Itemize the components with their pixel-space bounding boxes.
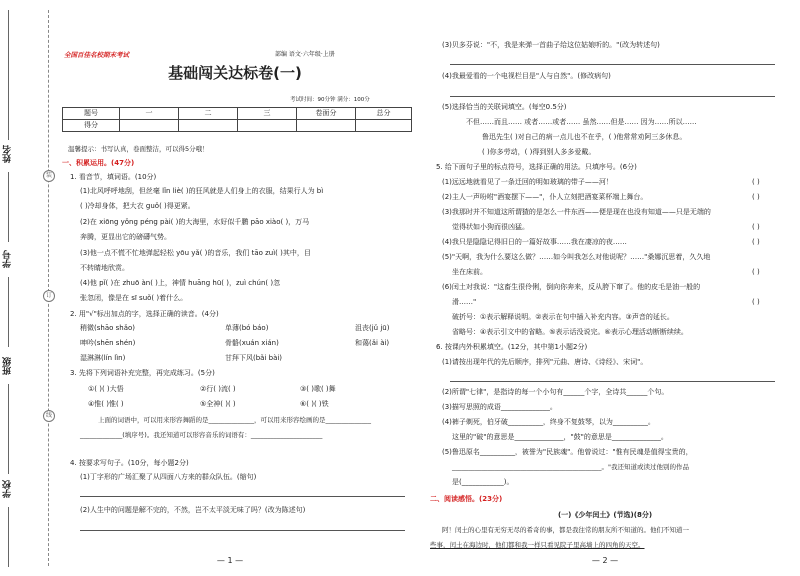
question-text: (2)所谓"七律"，是指诗的每一个小句有______个字，全诗共______个句。 [442,388,669,396]
binding-dashed-line [48,10,49,566]
answer-paren[interactable]: ( ) [752,223,760,231]
question-text: 6. 按课内外积累填空。(12分，其中第1小题2分) [436,343,588,351]
page-title: 基础闯关达标卷(一) [168,64,302,82]
question-text: (5)鲁迅原名__________，被誉为"民族魂"。他曾说过："惟有民魂是值得宝贵的， [442,448,693,456]
score-table [62,107,412,132]
score-header: 一 [120,108,179,120]
fill-blank[interactable]: ⑤全神( )( ) [200,400,236,408]
score-header: 三 [238,108,297,120]
question-text: 3. 先将下列词语补充完整，再完成练习。(5分) [70,369,215,377]
answer-paren[interactable]: ( ) [752,193,760,201]
binding-line [8,384,9,474]
score-cell[interactable] [120,120,179,132]
question-text: 是(____________)。 [452,478,514,486]
ellipsis-usage: 省略号：④表示引文中的省略。⑤表示话没说完。⑥表示心理活动断断续续。 [452,328,688,336]
fill-blank[interactable]: ③( )歌( )舞 [300,385,336,393]
pinyin-option[interactable]: 呻吟(shēn shén) [80,339,136,347]
question-text: (4)他 pǐ( )在 zhuō àn( )上，神情 huāng hū( )，zuì chún( )忽 [80,279,281,287]
school-label: 学校 [3,480,13,498]
pinyin-option[interactable]: 稍微(shāo shǎo) [80,324,135,332]
question-text: (3)描写思照的成语______________。 [442,403,557,411]
question-text: (2)主人一声吩咐"酒宴摆下——"，仆人立刻把酒宴菜杯端上舞台。 [442,193,648,201]
reading-title: (一)《少年闰土》(节选)(8分) [557,511,653,519]
question-text: 张忽闭，像是在 sī suǒ( )着什么。 [80,294,188,302]
pinyin-option[interactable]: 骨骼(xuán xián) [225,339,279,347]
question-text: 1. 看音节，填词语。(10分) [70,173,157,181]
question-text: 坐在床前。 [452,268,487,276]
score-header: 卷面分 [297,108,356,120]
score-cell[interactable] [238,120,297,132]
pinyin-option[interactable]: 甘拜下风(bǎi bài) [225,354,283,362]
score-cell[interactable] [297,120,356,132]
question-text: (1)远远地就看见了一条迁回的明如玻璃的带子——河！ [442,178,613,186]
question-text: (4)裤子剃死，伯牙破__________，终身不复鼓琴，以为__________。 [442,418,655,426]
question-text: 5. 给下面句子里的标点符号，选择正确的用法。只填序号。(6分) [436,163,637,171]
score-cell[interactable] [356,120,412,132]
question-text: (3)我那时并不知道这所谓猹的是怎么一件东西——便是现在也没有知道——只是无端的 [442,208,711,216]
section-2-title: 二、阅读感悟。(23分) [430,495,503,503]
question-text: 鲁迅先生( )对自己的病一点儿也不在乎，( )他常常劝阿三多休息。 [482,133,687,141]
question-text: (4)我只是隐隐记得旧日的一篇好故事……我在凄凉的夜…… [442,238,627,246]
question-text: 觉得状如小狗而很凶猛。 [452,223,529,231]
score-row-label: 得分 [63,120,120,132]
question-text: 不转睛地欣赏。 [80,264,129,272]
answer-line[interactable] [80,496,405,497]
question-text: (1)丁字形的广场汇聚了从四面八方来的群众队伍。(缩句) [80,473,257,481]
question-text: (2)在 xiōng yǒng péng pài( )的大海里，水好似千鹏 pāo xiào( )，万马 [80,218,310,226]
binding-line [8,277,9,347]
question-text: 这里的"破"的意思是______________，"鼓"的意思是______________。 [452,433,668,441]
reading-paragraph: 些事，闰土在海边时，他们都和我一样只看见院子里高墙上的四角的天空。 [430,541,645,549]
binding-mark: 装 [43,170,55,182]
binding-mark: 订 [43,290,55,302]
reading-paragraph: 阿！闰土的心里有无穷无尽的希奇的事，都是我往常的朋友所不知道的。他们不知道一 [442,526,689,534]
question-text: _____________(填序号)。我还知道可以形容音乐的词语有：______________________ [80,431,323,439]
pinyin-option[interactable]: 单薄(bó báo) [225,324,269,332]
answer-line[interactable] [450,381,775,382]
tip-text: 温馨提示：书写认真，卷面整洁，可以得5分哦！ [68,145,209,153]
answer-line[interactable] [80,530,405,531]
score-header: 总分 [356,108,412,120]
answer-paren[interactable]: ( ) [752,268,760,276]
fill-blank[interactable]: ①( )( )大悟 [88,385,124,393]
question-text: (3)贝多芬说："不，我是来弹一首曲子给这位姑娘听的。"(改为转述句) [442,41,660,49]
binding-mark: 线 [43,410,55,422]
fill-blank[interactable]: ④惟( )惟( ) [88,400,124,408]
score-cell[interactable] [179,120,238,132]
question-text: ( )冷却身体，把大衣 guǒ( )得更紧。 [80,202,195,210]
page-number: — 1 — [216,556,244,565]
name-label: 姓名 [3,145,13,163]
dash-usage: 破折号：①表示解释说明。②表示在句中插入补充内容。③声音的延长。 [452,313,674,321]
question-text: (3)他一点不慌不忙地弹起轻松 yōu yǎ( )的音乐，我们 tāo zuì( )其中，目 [80,249,311,257]
question-text: (2)人生中的问题是解不完的，不然，岂不太平淡无味了吗？(改为陈述句) [80,506,306,514]
question-text: (4)我最爱看的一个电视栏目是"人与自然"。(修改病句) [442,72,611,80]
question-text: 上面的词语中，可以用来形容舞蹈的是______________，可以用来形容绘画的是______________ [98,416,371,424]
conjunction-options: 不但……而且…… 或者……或者…… 虽然……但是…… 因为……所以…… [466,118,697,126]
question-text: (1)北风呼呼地刮，但丝毫 lǐn liè( )的狂风就是人们身上的衣服，结果行人为 bì [80,187,324,195]
question-text: (1)请按出现年代的先后顺序，排列"元曲、唐诗、《诗经》、宋词"。 [442,358,648,366]
fill-blank[interactable]: ⑥( )( )铁 [300,400,329,408]
question-text: (5)选择恰当的关联词填空。(每空0.5分) [442,103,567,111]
question-text: 2. 用"√"标出加点的字，选择正确的读音。(4分) [70,310,219,318]
seat-label: 学号 [3,250,13,268]
question-text: ______________________________________________。"我还知道或读过他别的作品 [452,463,689,471]
score-header: 二 [179,108,238,120]
pinyin-option[interactable]: 和蔼(ǎi ài) [355,339,390,347]
question-text: (5)"天啊，我为什么要这么做？……如今叫我怎么对他说呢？……"桑娜沉思着，久久地 [442,253,711,261]
pinyin-option[interactable]: 沮丧(jǔ jū) [355,324,390,332]
question-text: 奔腾，更显出它的磅礴气势。 [80,233,171,241]
binding-line [8,507,9,567]
fill-blank[interactable]: ②行( )流( ) [200,385,236,393]
answer-line[interactable] [450,64,775,65]
answer-paren[interactable]: ( ) [752,298,760,306]
answer-paren[interactable]: ( ) [752,178,760,186]
binding-line [8,10,9,140]
exam-info: 考试时间：90分钟 满分：100分 [290,97,370,103]
answer-line[interactable] [450,96,775,97]
answer-paren[interactable]: ( ) [752,238,760,246]
section-1-title: 一、积累运用。(47分) [62,159,135,167]
question-text: 滑……" [452,298,477,306]
page-number: — 2 — [591,556,619,565]
banner: 全国百佳名校期末考试 [64,51,129,59]
class-label: 班级 [3,357,13,375]
question-text: ( )你多劳动，( )得到别人多多爱戴。 [482,148,596,156]
binding-line [8,172,9,242]
score-header: 题号 [63,108,120,120]
edition-label: 部编 语文·六年级·上册 [275,51,335,58]
question-text: 4. 按要求写句子。(10分，每小题2分) [70,459,189,467]
question-text: (6)闰土对我说："这畜生很伶俐，倒向你奔来，反从胯下窜了。他的皮毛是油一般的 [442,283,701,291]
pinyin-option[interactable]: 湿淋淋(lín lìn) [80,354,126,362]
